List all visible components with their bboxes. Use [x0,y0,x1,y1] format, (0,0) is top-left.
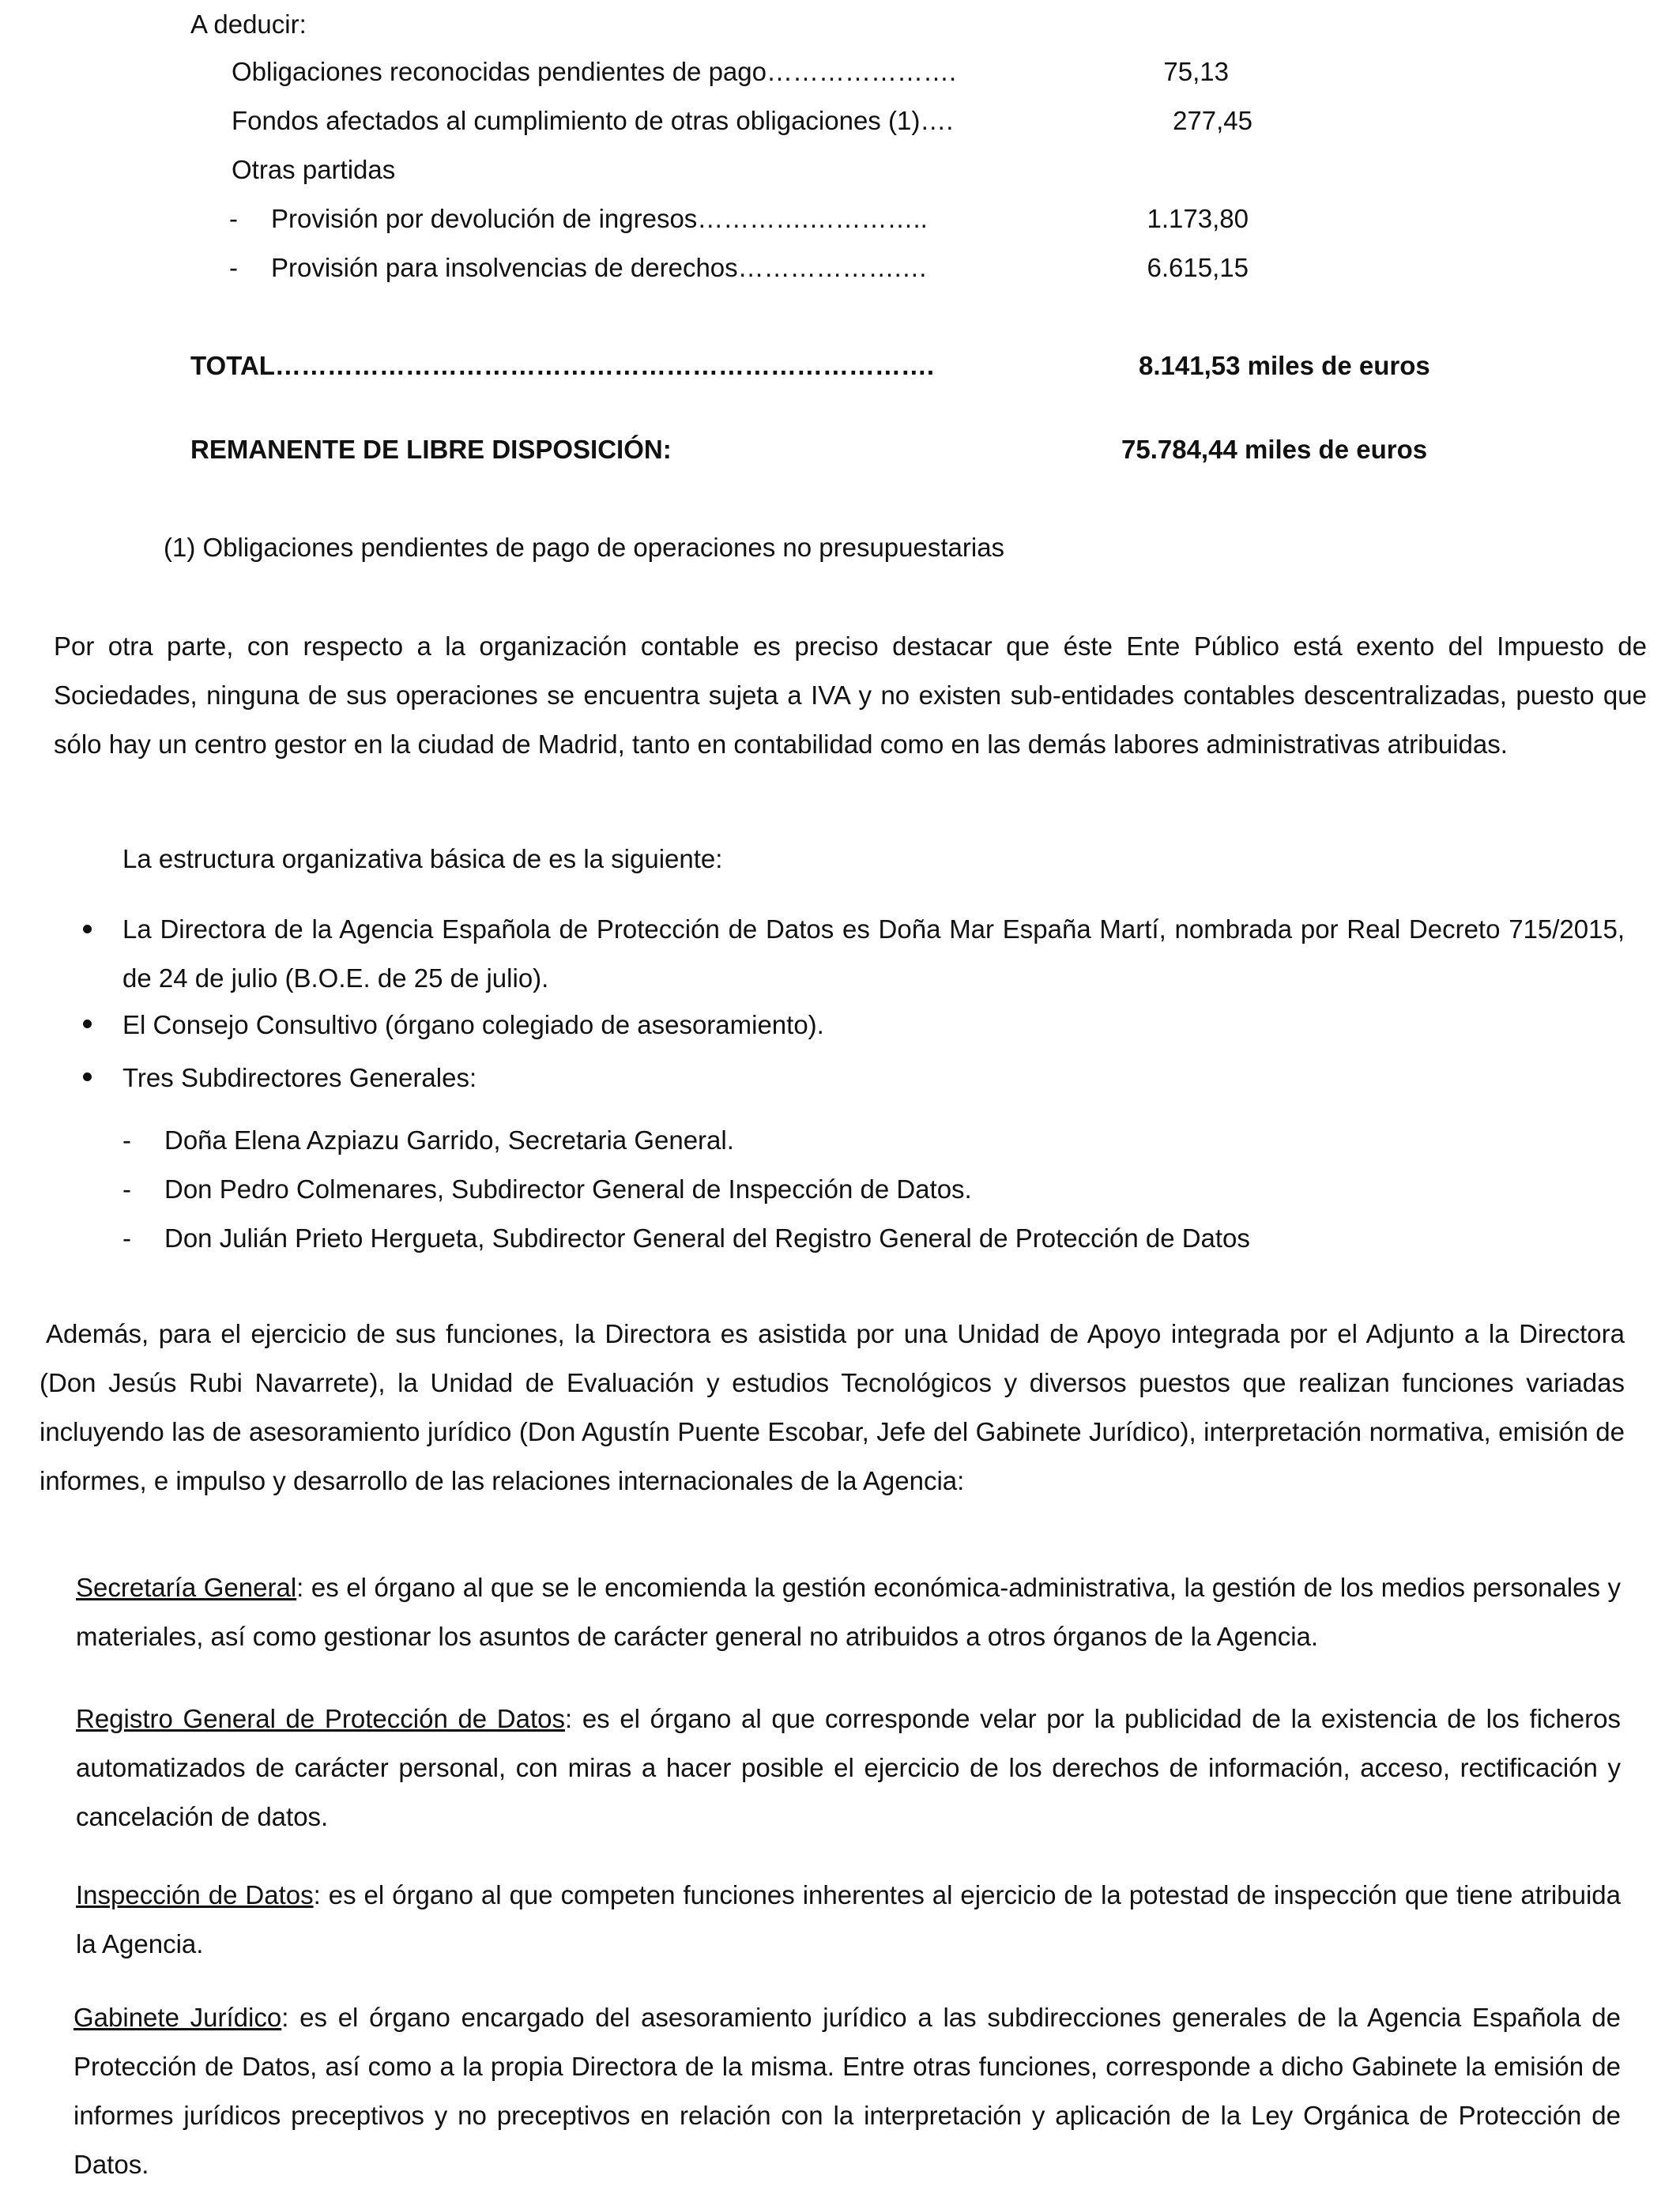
remanente-label: REMANENTE DE LIBRE DISPOSICIÓN: [190,435,672,464]
organ-title: Registro General de Protección de Datos [76,1704,566,1733]
subdirector-item: Don Pedro Colmenares, Subdirector General de Inspección de Datos. [164,1174,972,1204]
bullet-item-consejo: El Consejo Consultivo (órgano colegiado de asesoramiento). [122,1010,824,1039]
total-label: TOTAL…………………………………………………………………. [190,351,935,380]
dash-marker: - [122,1174,131,1204]
organ-title: Secretaría General [76,1573,297,1602]
structure-intro: La estructura organizativa básica de es la siguiente: [122,844,723,873]
organ-description: : es el órgano al que se le encomienda la gestión económica-administrativa, la gestión de los medios personales y materiales, así como gestionar los asuntos de carácter general no atribuidos a otros órganos de la Agencia. [76,1573,1621,1651]
deduction-value: 277,45 [1173,106,1252,135]
provision-label: Provisión por devolución de ingresos………….………….. [271,204,928,233]
organ-gabinete-juridico [73,1993,1621,2189]
remanente-value: 75.784,44 miles de euros [1121,435,1428,464]
provision-value: 1.173,80 [1147,204,1249,233]
bullet-icon [83,1020,92,1028]
organ-description: : es el órgano encargado del asesoramiento jurídico a las subdirecciones generales de la Agencia Española de Protección de Datos, así como a la propia Directora de la misma. Entre otras funciones, corresponde a dicho Gabinete la emisión de informes jurídicos preceptivos y no preceptivos en relación con la interpretación y aplicación de la Ley Orgánica de Protección de Datos. [73,2003,1621,2179]
organ-description: : es el órgano al que corresponde velar por la publicidad de la existencia de los ficheros automatizados de carácter personal, con miras a hacer posible el ejercicio de los derechos de información, acceso, rectificación y cancelación de datos. [76,1704,1621,1831]
deduction-label: Obligaciones reconocidas pendientes de pago…………………. [232,57,957,86]
deduction-label: Fondos afectados al cumplimiento de otras obligaciones (1)…. [232,106,954,135]
bullet-icon [83,1072,92,1081]
organ-description: : es el órgano al que competen funciones inherentes al ejercicio de la potestad de inspección que tiene atribuida la Agencia. [76,1880,1622,1958]
organ-secretaria-general [76,1563,1621,1661]
dash-marker: - [229,253,238,282]
subdirector-item: Doña Elena Azpiazu Garrido, Secretaria General. [164,1125,734,1155]
organ-registro-general [76,1695,1621,1842]
deductions-heading: A deducir: [190,9,307,39]
bullet-icon [83,925,92,933]
total-value: 8.141,53 miles de euros [1139,351,1430,380]
bullet-item-subdirectores: Tres Subdirectores Generales: [122,1063,477,1092]
footnote: (1) Obligaciones pendientes de pago de operaciones no presupuestarias [164,533,1005,562]
bullet-item-directora: La Directora de la Agencia Española de Protección de Datos es Doña Mar España Martí, nombrada por Real Decreto 715/2015, de 24 de julio (B.O.E. de 25 de julio). [122,914,1625,993]
dash-marker: - [229,204,238,233]
paragraph-unidad-apoyo: Además, para el ejercicio de sus funciones, la Directora es asistida por una Unidad de Apoyo integrada por el Adjunto a la Directora (Don Jesús Rubi Navarrete), la Unidad de Evaluación y estudios Tecnológicos y diversos puestos que realizan funciones variadas incluyendo las de asesoramiento jurídico (Don Agustín Puente Escobar, Jefe del Gabinete Jurídico), interpretación normativa, emisión de informes, e impulso y desarrollo de las relaciones internacionales de la Agencia: [40,1319,1625,1495]
provision-value: 6.615,15 [1147,253,1249,282]
dash-marker: - [122,1223,131,1253]
other-items-heading: Otras partidas [232,155,396,184]
organ-title: Inspección de Datos [76,1880,314,1909]
organ-inspeccion-datos [76,1871,1621,1969]
paragraph-organizacion-contable: Por otra parte, con respecto a la organización contable es preciso destacar que éste Ente Público está exento del Impuesto de Sociedades, ninguna de sus operaciones se encuentra sujeta a IVA y no existen sub-entidades contables descentralizadas, puesto que sólo hay un centro gestor en la ciudad de Madrid, tanto en contabilidad como en las demás labores administrativas atribuidas. [54,631,1647,759]
subdirector-item: Don Julián Prieto Hergueta, Subdirector General del Registro General de Protección de Datos [164,1223,1250,1253]
dash-marker: - [122,1125,131,1155]
deduction-value: 75,13 [1163,57,1229,86]
provision-label: Provisión para insolvencias de derechos……………….… [271,253,928,282]
organ-title: Gabinete Jurídico [73,2003,282,2032]
